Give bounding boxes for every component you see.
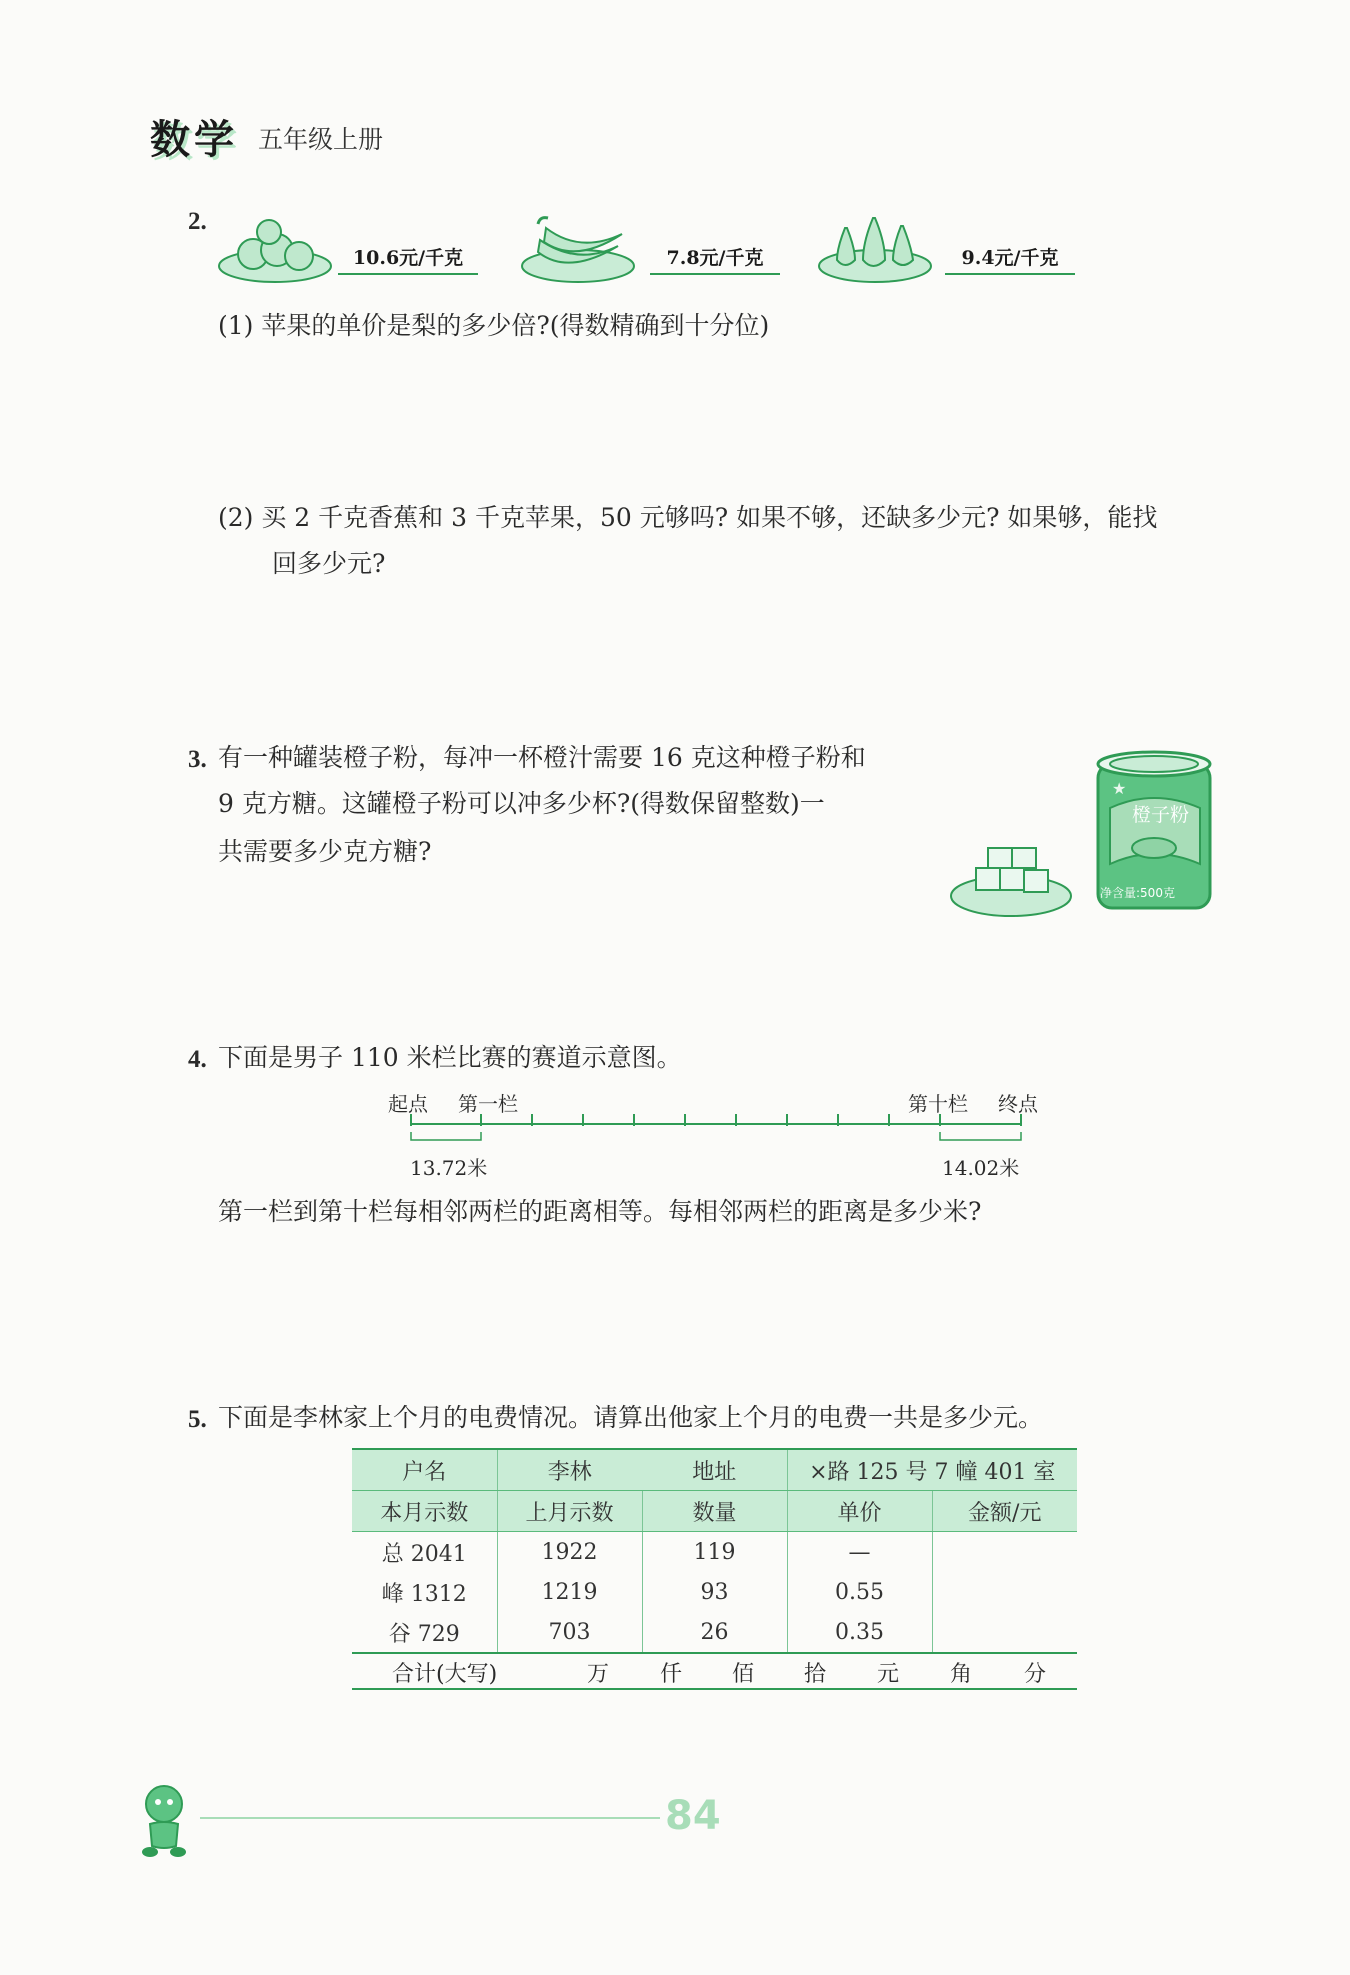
q5-number: 5.: [188, 1406, 207, 1433]
cell-valley-quantity: 26: [642, 1612, 787, 1652]
cell-total-price: —: [787, 1532, 932, 1573]
header-subject: 数学: [150, 117, 238, 163]
cell-total-amount[interactable]: [932, 1532, 1077, 1573]
cell-peak-current: 峰 1312: [352, 1572, 497, 1612]
table-row: [352, 1572, 1077, 1612]
sugar-cubes-icon: [948, 840, 1074, 920]
banana-price: 7.8元/千克: [650, 243, 780, 275]
apple-price: 10.6元/千克: [338, 243, 478, 275]
cell-valley-previous: 703: [497, 1612, 642, 1652]
owner-key: 户名: [352, 1449, 497, 1491]
svg-text:★: ★: [1112, 779, 1127, 798]
q4-question: 第一栏到第十栏每相邻两栏的距离相等。每相邻两栏的距离是多少米?: [218, 1197, 982, 1226]
track-finish-label: 终点: [998, 1092, 1038, 1116]
q3-line3: 共需要多少克方糖?: [218, 837, 432, 866]
cell-valley-amount[interactable]: [932, 1612, 1077, 1652]
track-tenth-label: 第十栏: [908, 1092, 968, 1116]
address-key: 地址: [642, 1449, 787, 1491]
apple-plate-icon: [215, 218, 335, 288]
banana-plate-icon: [518, 212, 638, 288]
cell-peak-price: 0.55: [787, 1572, 932, 1612]
cell-total-current: 总 2041: [352, 1532, 497, 1573]
q3-number: 3.: [188, 746, 207, 773]
header-amount: 金额/元: [932, 1491, 1077, 1532]
unit-wan: 万: [587, 1662, 610, 1687]
can-net-weight: 净含量:500克: [1100, 886, 1175, 900]
q3-line1: 有一种罐装橙子粉，每冲一杯橙汁需要 16 克这种橙子粉和: [218, 743, 866, 772]
header-current-reading: 本月示数: [352, 1491, 497, 1532]
electricity-bill-table: [352, 1448, 1077, 1690]
page-number: 84: [665, 1793, 721, 1839]
table-row: [352, 1532, 1077, 1573]
footer-line: [200, 1817, 660, 1819]
q4-number: 4.: [188, 1046, 207, 1073]
cell-total-quantity: 119: [642, 1532, 787, 1573]
cell-total-previous: 1922: [497, 1532, 642, 1573]
pear-price: 9.4元/千克: [945, 243, 1075, 275]
can-label: 橙子粉: [1132, 804, 1190, 826]
distance-start-to-first: 13.72米: [410, 1156, 488, 1180]
q3-line2: 9 克方糖。这罐橙子粉可以冲多少杯?(得数保留整数)一: [218, 789, 825, 818]
unit-shi: 拾: [804, 1662, 827, 1687]
cell-peak-quantity: 93: [642, 1572, 787, 1612]
total-label: 合计(大写): [392, 1662, 498, 1687]
q2-number: 2.: [188, 208, 207, 235]
header-unit-price: 单价: [787, 1491, 932, 1532]
unit-fen: 分: [1024, 1662, 1047, 1687]
q5-intro: 下面是李林家上个月的电费情况。请算出他家上个月的电费一共是多少元。: [218, 1403, 1044, 1432]
cell-peak-amount[interactable]: [932, 1572, 1077, 1612]
track-start-label: 起点: [388, 1092, 428, 1116]
q4-intro: 下面是男子 110 米栏比赛的赛道示意图。: [218, 1043, 682, 1072]
track-first-label: 第一栏: [458, 1092, 518, 1116]
mascot-icon: [130, 1780, 200, 1860]
header-grade: 五年级上册: [258, 125, 384, 154]
owner-value: 李林: [497, 1449, 642, 1491]
unit-qian: 仟: [660, 1662, 683, 1687]
q2-sub2-line2: 回多少元?: [272, 549, 386, 578]
cell-valley-current: 谷 729: [352, 1612, 497, 1652]
unit-bai: 佰: [732, 1662, 755, 1687]
header-previous-reading: 上月示数: [497, 1491, 642, 1532]
total-row: [352, 1652, 1077, 1690]
cell-valley-price: 0.35: [787, 1612, 932, 1652]
unit-jiao: 角: [950, 1662, 973, 1687]
pear-plate-icon: [815, 208, 935, 288]
distance-tenth-to-finish: 14.02米: [942, 1156, 1020, 1180]
address-value: ×路 125 号 7 幢 401 室: [787, 1449, 1077, 1491]
cell-peak-previous: 1219: [497, 1572, 642, 1612]
unit-yuan: 元: [877, 1662, 900, 1687]
header-quantity: 数量: [642, 1491, 787, 1532]
table-row: [352, 1612, 1077, 1652]
q2-sub2-line1: (2) 买 2 千克香蕉和 3 千克苹果，50 元够吗? 如果不够，还缺多少元? 如果够，能找: [218, 503, 1158, 532]
q2-sub1: (1) 苹果的单价是梨的多少倍?(得数精确到十分位): [218, 311, 770, 340]
